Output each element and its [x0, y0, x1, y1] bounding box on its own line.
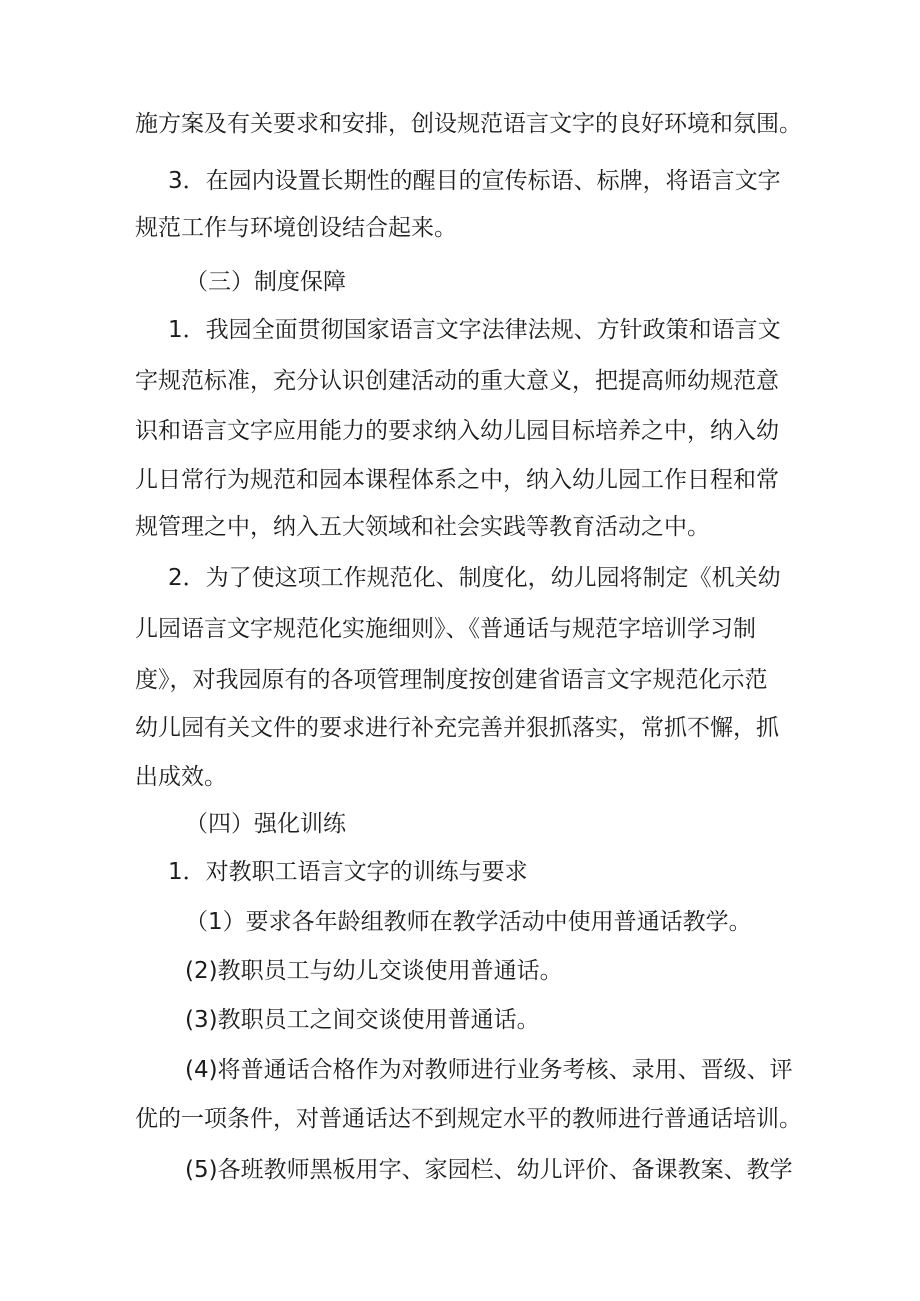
text-line: 识和语言文字应用能力的要求纳入幼儿园目标培养之中，纳入幼 — [135, 418, 779, 444]
text-line: 儿园语言文字规范化实施细则》、《普通话与规范字培训学习制 — [135, 616, 756, 642]
text-line: (2)教职员工与幼儿交谈使用普通话。 — [185, 958, 563, 984]
text-line: 3．在园内设置长期性的醒目的宣传标语、标牌，将语言文字 — [168, 168, 781, 194]
text-line: 出成效。 — [135, 764, 227, 790]
text-line: 2．为了使这项工作规范化、制度化，幼儿园将制定《机关幼 — [168, 565, 781, 591]
section-heading: （三）制度保障 — [185, 269, 346, 295]
text-line: 1．对教职工语言文字的训练与要求 — [168, 859, 528, 885]
text-line: 度》，对我园原有的各项管理制度按创建省语言文字规范化示范 — [135, 667, 768, 693]
text-line: (4)将普通话合格作为对教师进行业务考核、录用、晋级、评 — [185, 1057, 793, 1083]
text-line: 儿日常行为规范和园本课程体系之中，纳入幼儿园工作日程和常 — [135, 467, 779, 493]
text-line: （1）要求各年龄组教师在教学活动中使用普通话教学。 — [185, 909, 752, 935]
text-line: (3)教职员工之间交谈使用普通话。 — [185, 1007, 540, 1033]
text-line: 1．我园全面贯彻国家语言文字法律法规、方针政策和语言文 — [168, 317, 781, 343]
text-line: (5)各班教师黑板用字、家园栏、幼儿评价、备课教案、教学 — [185, 1157, 793, 1183]
section-heading: （四）强化训练 — [185, 811, 346, 837]
text-line: 优的一项条件，对普通话达不到规定水平的教师进行普通话培训。 — [135, 1106, 802, 1132]
text-line: 幼儿园有关文件的要求进行补充完善并狠抓落实，常抓不懈，抓 — [135, 715, 779, 741]
text-line: 规范工作与环境创设结合起来。 — [135, 215, 457, 241]
text-line: 字规范标准，充分认识创建活动的重大意义，把提高师幼规范意 — [135, 368, 779, 394]
text-line: 规管理之中，纳入五大领域和社会实践等教育活动之中。 — [135, 514, 710, 540]
text-line: 施方案及有关要求和安排，创设规范语言文字的良好环境和氛围。 — [135, 111, 802, 137]
